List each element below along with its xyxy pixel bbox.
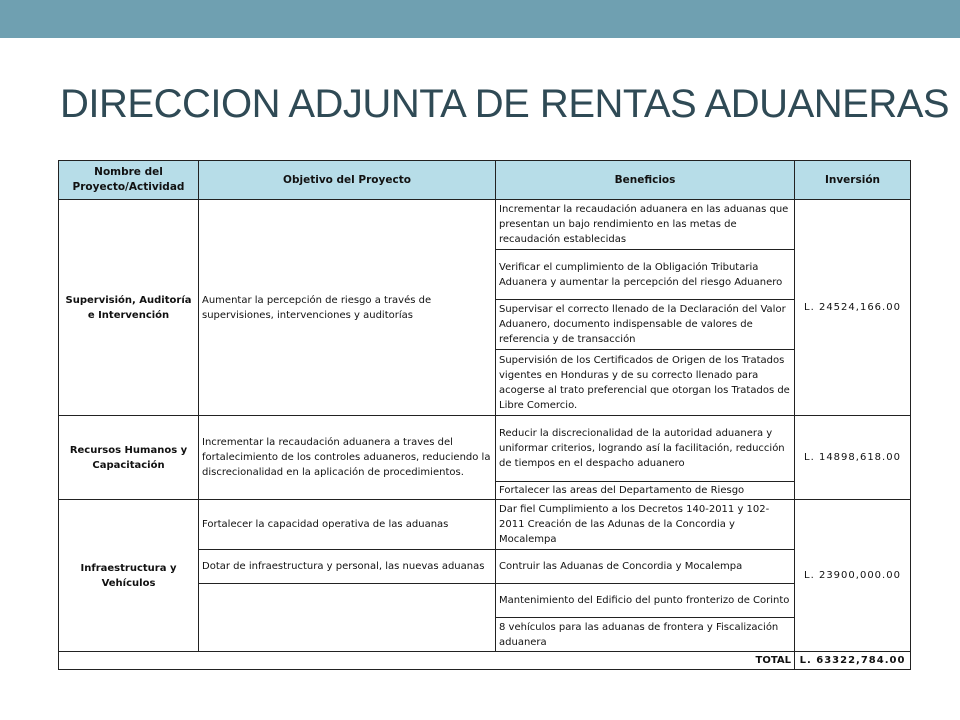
project-objective: Fortalecer la capacidad operativa de las aduanas: [199, 500, 496, 550]
project-benefit: Incrementar la recaudación aduanera en las aduanas que presentan un bajo rendimiento en las metas de recaudación establecidas: [496, 200, 795, 250]
slide-title: DIRECCION ADJUNTA DE RENTAS ADUANERAS: [60, 82, 950, 126]
header-objective: Objetivo del Proyecto: [199, 161, 496, 200]
project-objective: Incrementar la recaudación aduanera a traves del fortalecimiento de los controles aduaneros, reduciendo la discrecionalidad en la aplicación de procedimientos.: [199, 416, 496, 500]
project-name: Infraestructura y Vehículos: [59, 500, 199, 652]
project-benefit: Reducir la discrecionalidad de la autoridad aduanera y uniformar criterios, logrando así la facilitación, reducción de tiempos en el despacho aduanero: [496, 416, 795, 482]
total-value: L. 63322,784.00: [795, 652, 911, 670]
table-row: [59, 416, 911, 482]
project-benefit: Supervisión de los Certificados de Origen de los Tratados vigentes en Honduras y de su correcto llenado para acogerse al trato preferencial que otorgan los Tratados de Libre Comercio.: [496, 350, 795, 416]
project-investment: L. 23900,000.00: [795, 500, 911, 652]
total-row: [59, 652, 911, 670]
project-benefit: Verificar el cumplimiento de la Obligación Tributaria Aduanera y aumentar la percepción del riesgo Aduanero: [496, 250, 795, 300]
header-benefits: Beneficios: [496, 161, 795, 200]
table-row: [59, 500, 911, 550]
project-benefit: Supervisar el correcto llenado de la Declaración del Valor Aduanero, documento indispensable de valores de referencia y de transacción: [496, 300, 795, 350]
empty-cell: [199, 584, 496, 652]
project-benefit: Contruir las Aduanas de Concordia y Mocalempa: [496, 550, 795, 584]
project-name: Supervisión, Auditoría e Intervención: [59, 200, 199, 416]
project-investment: L. 24524,166.00: [795, 200, 911, 416]
table-row: [59, 200, 911, 250]
project-benefit: 8 vehículos para las aduanas de frontera y Fiscalización aduanera: [496, 618, 795, 652]
project-name: Recursos Humanos y Capacitación: [59, 416, 199, 500]
header-investment: Inversión: [795, 161, 911, 200]
total-label: TOTAL: [59, 652, 795, 670]
table-header-row: [59, 161, 911, 200]
top-accent-bar: [0, 0, 960, 38]
projects-table: [58, 160, 911, 670]
project-benefit: Dar fiel Cumplimiento a los Decretos 140-2011 y 102-2011 Creación de las Adunas de la Concordia y Mocalempa: [496, 500, 795, 550]
project-objective: Aumentar la percepción de riesgo a través de supervisiones, intervenciones y auditorías: [199, 200, 496, 416]
project-benefit: Fortalecer las areas del Departamento de Riesgo: [496, 482, 795, 500]
project-investment: L. 14898,618.00: [795, 416, 911, 500]
header-name: Nombre del Proyecto/Actividad: [59, 161, 199, 200]
project-objective: Dotar de infraestructura y personal, las nuevas aduanas: [199, 550, 496, 584]
project-benefit: Mantenimiento del Edificio del punto fronterizo de Corinto: [496, 584, 795, 618]
